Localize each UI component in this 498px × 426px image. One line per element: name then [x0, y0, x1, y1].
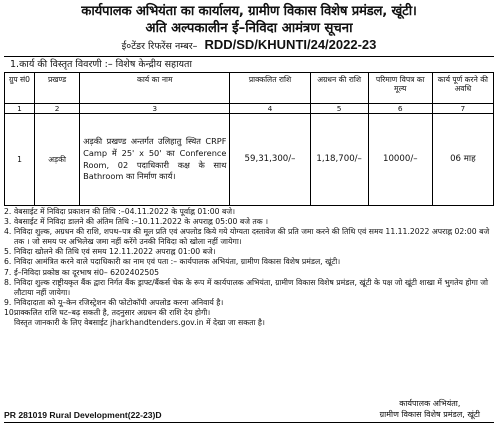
tender-reference-label: ई०टेंडर रिफरेंस नम्बर–: [121, 41, 198, 52]
column-number: 5: [310, 104, 368, 114]
column-number: 3: [80, 104, 230, 114]
table-header-cell: अग्रधन की राशि: [310, 73, 368, 104]
section-title: 1.कार्य की विस्तृत विवरणी :– विशेष केन्द्रीय सहायता: [10, 59, 192, 70]
list-item: विस्तृत जानकारी के लिए वेबसाईट jharkhandtenders.gov.in में देखा जा सकता है।: [14, 318, 265, 328]
office-title: कार्यपालक अभियंता का कार्यालय, ग्रामीण विकास विशेष प्रमंडल, खूंटी।: [81, 4, 417, 19]
table-row: [5, 114, 494, 206]
signatory-office: ग्रामीण विकास विशेष प्रमंडल, खूंटी: [379, 410, 480, 419]
serial-number: 1: [5, 114, 35, 206]
pr-number: PR 281019 Rural Development(22-23)D: [4, 410, 162, 420]
work-table: [4, 72, 494, 206]
signature-block: [380, 398, 480, 420]
column-number: 4: [230, 104, 310, 114]
column-number: 1: [5, 104, 35, 114]
table-header-cell: प्रखण्ड: [35, 73, 80, 104]
table-header-cell: कार्य पूर्ण करने की अवधि: [432, 73, 493, 104]
list-item: 4. निविदा शुल्क, अग्रधन की राशि, शपथ–पत्र की मूल प्रति एवं अपलोड किये गये योग्यता दस्तावेज की प्रति जमा करने की तिथि एवं समय 11.11.2022 अपराह्न 02:00 बजे तक । जो समय पर अभिलेख जमा नहीं करेंगे उनकी निविदा को खोला नहीं जायेगा।: [4, 227, 490, 247]
estimated-cost: 59,31,300/–: [230, 114, 310, 206]
notice-title: अति अल्पकालीन ई–निविदा आमंत्रण सूचना: [145, 21, 353, 36]
list-item: 3. वेबसाईट में निविदा डालने की अंतिम तिथि :–10.11.2022 के अपराह्न 05:00 बजे तक ।: [4, 217, 269, 227]
footer-divider: [4, 422, 494, 423]
table-header-row: [5, 73, 494, 104]
table-header-cell: ग्रुप सं0: [5, 73, 35, 104]
column-number: 2: [35, 104, 80, 114]
list-item: 10. प्राक्कलित राशि घट–बढ़ सकती है, तदनुसार अग्रधन की राशि देय होगी।: [4, 307, 211, 317]
column-number: 6: [368, 104, 432, 114]
column-number: 7: [432, 104, 493, 114]
tender-reference-number: RDD/SD/KHUNTI/24/2022-23: [204, 37, 377, 52]
document-cost: 10000/–: [368, 114, 432, 206]
work-name: अड़की प्रखण्ड अन्तर्गत उलिहातु स्थित CRPF Camp में 25' x 50' का Conference Room, 02 पदाधिकारी कक्ष के साथ Bathroom का निर्माण कार्य।: [80, 114, 230, 206]
list-item: 7. ई–निविदा प्रकोष्ठ का दूरभाष सं0– 6202402505: [4, 267, 160, 277]
block-name: अड़की: [35, 114, 80, 206]
table-column-number-row: [5, 104, 494, 114]
table-header-cell: कार्य का नाम: [80, 73, 230, 104]
list-item: 9. निविदादाता को यू–केन रजिस्ट्रेशन की फोटोकॉपी अपलोड करना अनिवार्य है।: [4, 297, 224, 307]
footer: [4, 392, 494, 420]
notes-list: [4, 207, 494, 328]
completion-period: 06 माह: [432, 114, 493, 206]
list-item: 8. निविदा शुल्क राष्ट्रीयकृत बैंक द्वारा निर्गत बैंक ड्राफ्ट/बैंकर्स चेक के रूप में कार्यपालक अभियंता, ग्रामीण विकास विशेष प्रमंडल, खूंटी के पक्ष जो खूंटी शाखा में भुगतेय होगा जो लौटाया नहीं जायेगा।: [4, 277, 488, 297]
earnest-money: 1,18,700/–: [310, 114, 368, 206]
list-item: 5. निविदा खोलने की तिथि एवं समय 12.11.2022 अपराह्न 01:00 बजे।: [4, 247, 216, 257]
table-header-cell: प्राक्कलित राशि: [230, 73, 310, 104]
tender-reference: [4, 37, 494, 55]
table-header-cell: परिमाण विपत्र का मूल्य: [368, 73, 432, 104]
list-item: 6. निविदा आमंत्रित करने वाले पदाधिकारी का नाम एवं पता :– कार्यपालक अभियंता, ग्रामीण विकास विशेष प्रमंडल, खूंटी।: [4, 257, 341, 267]
signatory-title: कार्यपालक अभियंता,: [399, 399, 461, 408]
list-item: 2. वेबसाईट में निविदा प्रकाशन की तिथि :–04.11.2022 के पूर्वाह्न 01:00 बजे।: [4, 207, 235, 216]
